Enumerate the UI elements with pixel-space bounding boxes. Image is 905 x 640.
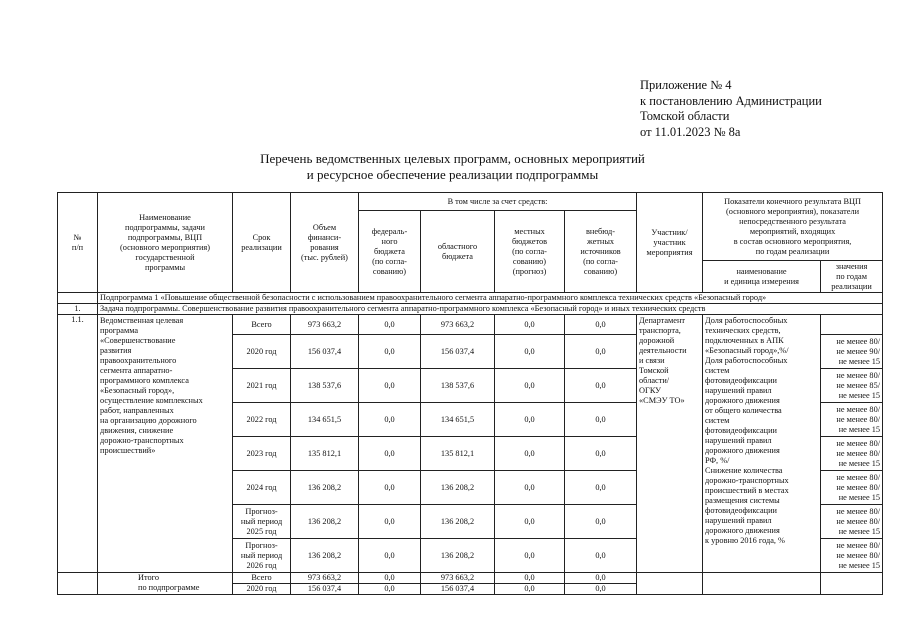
programs-table <box>57 192 883 595</box>
term-cell: Всего <box>233 315 291 335</box>
term-cell: 2022 год <box>233 403 291 437</box>
federal-cell: 0,0 <box>359 539 421 573</box>
title-line-1: Перечень ведомственных целевых программ, основных мероприятий <box>260 151 645 166</box>
appendix-line-1: Приложение № 4 <box>640 78 732 92</box>
program-num: 1.1. <box>58 315 98 573</box>
values-cell: не менее 80/ не менее 80/ не менее 15 <box>821 471 883 505</box>
appendix-line-2: к постановлению Администрации <box>640 93 822 108</box>
values-cell: не менее 80/ не менее 80/ не менее 15 <box>821 505 883 539</box>
regional-cell: 136 208,2 <box>421 505 495 539</box>
document-title <box>0 151 905 183</box>
regional-cell: 156 037,4 <box>421 335 495 369</box>
header-regional: областного бюджета <box>421 211 495 293</box>
task-text: Задача подпрограммы. Совершенствование развития правоохранительного сегмента аппаратно-программного комплекса «Безопасный город» и иных технических средств <box>98 304 883 315</box>
task-num: 1. <box>58 304 98 315</box>
local-cell: 0,0 <box>495 335 565 369</box>
volume-cell: 136 208,2 <box>291 505 359 539</box>
term-cell: Прогноз- ный период 2026 год <box>233 539 291 573</box>
regional-cell: 134 651,5 <box>421 403 495 437</box>
header-indicators: Показатели конечного результата ВЦП (основного мероприятия), показатели непосредственного результата мероприятий, входящих в состав основного мероприятия, по годам реализации <box>703 193 883 261</box>
term-cell: Прогноз- ный период 2025 год <box>233 505 291 539</box>
volume-cell: 136 208,2 <box>291 471 359 505</box>
regional-cell: 138 537,6 <box>421 369 495 403</box>
federal-cell: 0,0 <box>359 315 421 335</box>
extra-cell: 0,0 <box>565 335 637 369</box>
total-term-cell: 2020 год <box>233 584 291 595</box>
federal-cell: 0,0 <box>359 471 421 505</box>
term-cell: 2024 год <box>233 471 291 505</box>
appendix-line-4: от 11.01.2023 № 8а <box>640 124 741 139</box>
header-name: Наименование подпрограммы, задачи подпрограммы, ВЦП (основного мероприятия) государственной программы <box>98 193 233 293</box>
total-extra-cell: 0,0 <box>565 573 637 584</box>
volume-cell: 138 537,6 <box>291 369 359 403</box>
header-indicator-values: значения по годам реализации <box>821 261 883 293</box>
values-cell: не менее 80/ не менее 85/ не менее 15 <box>821 369 883 403</box>
header-participant: Участник/ участник мероприятия <box>637 193 703 293</box>
volume-cell: 136 208,2 <box>291 539 359 573</box>
local-cell: 0,0 <box>495 403 565 437</box>
title-line-2: и ресурсное обеспечение реализации подпрограммы <box>306 167 599 182</box>
values-cell: не менее 80/ не менее 90/ не менее 15 <box>821 335 883 369</box>
regional-cell: 135 812,1 <box>421 437 495 471</box>
values-cell: не менее 80/ не менее 80/ не менее 15 <box>821 437 883 471</box>
total-name: Итого по подпрограмме <box>98 573 233 595</box>
volume-cell: 973 663,2 <box>291 315 359 335</box>
total-participant <box>637 573 703 595</box>
local-cell: 0,0 <box>495 539 565 573</box>
term-cell: 2021 год <box>233 369 291 403</box>
header-indicator-name: наименование и единица измерения <box>703 261 821 293</box>
extra-cell: 0,0 <box>565 403 637 437</box>
term-cell: 2023 год <box>233 437 291 471</box>
total-values <box>821 573 883 595</box>
appendix-block <box>640 78 822 140</box>
values-cell: не менее 80/ не менее 80/ не менее 15 <box>821 539 883 573</box>
total-indicator <box>703 573 821 595</box>
local-cell: 0,0 <box>495 315 565 335</box>
volume-cell: 134 651,5 <box>291 403 359 437</box>
program-indicator: Доля работоспособных технических средств, подключенных в АПК «Безопасный город»,%/ Доля работоспособных систем фотовидеофиксации нарушений правил дорожного движения от общего количества систем фотовидеофиксации нарушений правил дорожного движения РФ, %/ Снижение количества дорожно-транспортных происшествий в местах размещения системы фотовидеофиксации нарушений правил дорожного движения к уровню 2016 года, % <box>703 315 821 573</box>
header-extra: внебюд- жетных источников (по согла- сованию) <box>565 211 637 293</box>
task-row <box>58 304 883 315</box>
header-term: Срок реализации <box>233 193 291 293</box>
header-row-1 <box>58 193 883 211</box>
federal-cell: 0,0 <box>359 369 421 403</box>
total-federal-cell: 0,0 <box>359 584 421 595</box>
values-cell <box>821 315 883 335</box>
extra-cell: 0,0 <box>565 505 637 539</box>
total-local-cell: 0,0 <box>495 584 565 595</box>
values-cell: не менее 80/ не менее 80/ не менее 15 <box>821 403 883 437</box>
federal-cell: 0,0 <box>359 403 421 437</box>
total-extra-cell: 0,0 <box>565 584 637 595</box>
program-participant: Департамент транспорта, дорожной деятельности и связи Томской области/ ОГКУ «СМЭУ ТО» <box>637 315 703 573</box>
extra-cell: 0,0 <box>565 369 637 403</box>
total-row <box>58 573 883 584</box>
program-row <box>58 315 883 335</box>
local-cell: 0,0 <box>495 369 565 403</box>
appendix-line-3: Томской области <box>640 109 730 123</box>
term-cell: 2020 год <box>233 335 291 369</box>
local-cell: 0,0 <box>495 471 565 505</box>
header-volume: Объем финанси- рования (тыс. рублей) <box>291 193 359 293</box>
total-regional-cell: 973 663,2 <box>421 573 495 584</box>
local-cell: 0,0 <box>495 505 565 539</box>
total-federal-cell: 0,0 <box>359 573 421 584</box>
header-federal: федераль- ного бюджета (по согла- сованию) <box>359 211 421 293</box>
volume-cell: 156 037,4 <box>291 335 359 369</box>
total-volume-cell: 973 663,2 <box>291 573 359 584</box>
regional-cell: 136 208,2 <box>421 539 495 573</box>
total-volume-cell: 156 037,4 <box>291 584 359 595</box>
extra-cell: 0,0 <box>565 315 637 335</box>
header-num: № п/п <box>58 193 98 293</box>
regional-cell: 136 208,2 <box>421 471 495 505</box>
extra-cell: 0,0 <box>565 539 637 573</box>
subprogram-text: Подпрограмма 1 «Повышение общественной безопасности с использованием правоохранительного сегмента аппаратно-программного комплекса технических средств «Безопасный город» <box>98 293 883 304</box>
extra-cell: 0,0 <box>565 437 637 471</box>
total-term-cell: Всего <box>233 573 291 584</box>
extra-cell: 0,0 <box>565 471 637 505</box>
subprogram-num <box>58 293 98 304</box>
total-regional-cell: 156 037,4 <box>421 584 495 595</box>
program-name: Ведомственная целевая программа «Совершенствование развития правоохранительного сегмента аппаратно- программного комплекса «Безопасный город», осуществление комплексных работ, направленных на организацию дорожного движения, снижение дорожно-транспортных происшествий» <box>98 315 233 573</box>
regional-cell: 973 663,2 <box>421 315 495 335</box>
federal-cell: 0,0 <box>359 335 421 369</box>
total-num <box>58 573 98 595</box>
header-local: местных бюджетов (по согла- сованию) (прогноз) <box>495 211 565 293</box>
federal-cell: 0,0 <box>359 505 421 539</box>
local-cell: 0,0 <box>495 437 565 471</box>
total-local-cell: 0,0 <box>495 573 565 584</box>
federal-cell: 0,0 <box>359 437 421 471</box>
volume-cell: 135 812,1 <box>291 437 359 471</box>
subprogram-row <box>58 293 883 304</box>
header-including: В том числе за счет средств: <box>359 193 637 211</box>
